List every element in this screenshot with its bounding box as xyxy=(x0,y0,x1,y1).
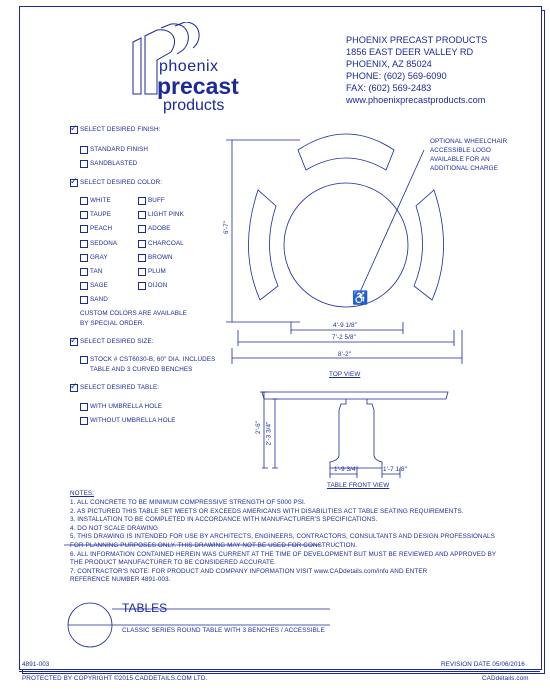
note-line: 5. THIS DRAWING IS INTENDED FOR USE BY ARCHITECTS, ENGINEERS, CONTRACTORS, CONSULTANTS AND DESIGN PROFESSIONALS xyxy=(70,533,495,541)
logo-word-phoenix: phoenix xyxy=(159,58,219,75)
finish-sandblasted-label: SANDBLASTED xyxy=(90,160,138,167)
color-label: SAGE xyxy=(90,282,108,290)
size-line-1: STOCK # CST6030-B, 60" DIA. INCLUDES xyxy=(90,356,216,363)
title-block-title: TABLES xyxy=(122,601,168,615)
color-checkbox[interactable] xyxy=(80,254,88,262)
svg-text:♿: ♿ xyxy=(352,290,369,305)
revision-date: REVISION DATE 05/06/2016 xyxy=(441,661,525,668)
dim-front-height: 2'-6" xyxy=(255,420,263,435)
company-fax: FAX: (602) 569-2483 xyxy=(346,83,432,93)
color-label: SEDONA xyxy=(90,239,118,247)
title-block-subtitle: CLASSIC SERIES ROUND TABLE WITH 3 BENCHES / ACCESSIBLE xyxy=(122,627,325,634)
color-checkbox[interactable] xyxy=(80,296,88,304)
size-header: SELECT DESIRED SIZE: xyxy=(80,338,154,345)
color-label: DIJON xyxy=(148,282,168,290)
color-checkbox[interactable] xyxy=(138,197,146,205)
dim-table-dia: 4'-9 1/8" xyxy=(333,322,357,329)
color-header: SELECT DESIRED COLOR: xyxy=(80,179,163,186)
color-checkbox[interactable] xyxy=(80,211,88,219)
dim-base-1: 1'-9 3/4" xyxy=(334,466,358,473)
callout-line-2: ACCESSIBLE LOGO xyxy=(430,147,491,154)
note-line: 2. AS PICTURED THIS TABLE SET MEETS OR EXCEEDS AMERICANS WITH DISABILITIES ACT TABLE SEATING REQUIREMENTS. xyxy=(70,507,464,515)
color-checkbox[interactable] xyxy=(80,282,88,290)
note-line: 4. DO NOT SCALE DRAWING xyxy=(70,524,159,532)
reference-number: 4891-003 xyxy=(22,661,50,668)
color-label: PLUM xyxy=(148,268,166,275)
company-address-1: 1856 EAST DEER VALLEY RD xyxy=(346,47,474,57)
top-view-label: TOP VIEW xyxy=(329,371,361,378)
checkmark-icon: ✓ xyxy=(70,335,78,345)
color-label: SAND xyxy=(90,296,108,304)
footer-divider xyxy=(19,671,540,672)
checkmark-icon: ✓ xyxy=(70,381,78,391)
copyright-text: PROTECTED BY COPYRIGHT ©2015 CADDETAILS.COM LTD. xyxy=(22,675,208,682)
note-line: REFERENCE NUMBER 4891-003. xyxy=(70,576,171,584)
color-label: PEACH xyxy=(90,225,113,233)
note-line: FOR PLANNING PURPOSES ONLY. THIS DRAWING MAY NOT BE USED FOR CONSTRUCTION. xyxy=(70,542,358,549)
callout-line-1: OPTIONAL WHEELCHAIR xyxy=(430,138,508,145)
size-stock-checkbox[interactable] xyxy=(80,356,88,364)
color-label: GRAY xyxy=(90,253,108,261)
notes-header: NOTES: xyxy=(70,490,95,497)
company-info xyxy=(346,34,487,106)
color-label: LIGHT PINK xyxy=(148,211,184,219)
finish-standard-label: STANDARD FINISH xyxy=(90,146,149,153)
dim-front-seat: 2'-3 3/4" xyxy=(265,421,273,446)
color-checkbox[interactable] xyxy=(138,254,146,262)
front-view-label: TABLE FRONT VIEW xyxy=(327,482,390,489)
color-checkbox[interactable] xyxy=(80,240,88,248)
table-no-umbrella-checkbox[interactable] xyxy=(80,417,88,425)
company-address-2: PHOENIX, AZ 85024 xyxy=(346,59,432,69)
color-checkbox[interactable] xyxy=(138,268,146,276)
color-checkbox[interactable] xyxy=(138,211,146,219)
color-checkbox[interactable] xyxy=(138,225,146,233)
custom-colors-line-1: CUSTOM COLORS ARE AVAILABLE xyxy=(80,310,187,317)
color-label: BUFF xyxy=(148,197,165,204)
color-checkbox[interactable] xyxy=(80,225,88,233)
color-label: BROWN xyxy=(148,253,173,261)
color-label: TAUPE xyxy=(90,211,112,219)
checkmark-icon: ✓ xyxy=(70,176,78,186)
note-line: THE PRODUCT MANUFACTURER TO BE CONSIDERED ACCURATE. xyxy=(70,559,277,567)
finish-sandblasted-checkbox[interactable] xyxy=(80,160,88,168)
color-label: TAN xyxy=(90,268,103,275)
dim-inner-span: 7'-2 5/8" xyxy=(332,334,356,341)
note-line: 6. ALL INFORMATION CONTAINED HEREIN WAS CURRENT AT THE TIME OF DEVELOPMENT BUT MUST BE REVIEWED AND APPROVED BY xyxy=(70,550,497,558)
dim-overall: 8'-2" xyxy=(338,351,352,358)
callout-line-4: ADDITIONAL CHARGE xyxy=(430,165,498,172)
company-logo xyxy=(127,22,245,120)
color-label: ADOBE xyxy=(148,225,171,233)
logo-word-precast: precast xyxy=(157,73,239,99)
caddetails-link[interactable]: CADdetails.com xyxy=(482,675,529,682)
company-name: PHOENIX PRECAST PRODUCTS xyxy=(346,35,488,45)
company-phone: PHONE: (602) 569-6090 xyxy=(346,71,447,81)
finish-standard-checkbox[interactable] xyxy=(80,146,88,154)
color-label: CHARCOAL xyxy=(148,239,184,247)
color-checkbox[interactable] xyxy=(138,240,146,248)
note-line: 7. CONTRACTOR'S NOTE: FOR PRODUCT AND COMPANY INFORMATION VISIT www.CADdetails.com/info AND ENTER xyxy=(70,567,428,575)
callout-line-3: AVAILABLE FOR AN xyxy=(430,156,490,163)
note-line: 3. INSTALLATION TO BE COMPLETED IN ACCORDANCE WITH MANUFACTURER'S SPECIFICATIONS. xyxy=(70,516,378,524)
color-checkbox[interactable] xyxy=(80,197,88,205)
company-website: www.phoenixprecastproducts.com xyxy=(346,95,486,105)
finish-header: SELECT DESIRED FINISH: xyxy=(80,126,161,133)
dim-height-top: 6'-7" xyxy=(223,220,231,235)
size-line-2: TABLE AND 3 CURVED BENCHES xyxy=(90,366,193,373)
custom-colors-line-2: BY SPECIAL ORDER. xyxy=(80,320,145,327)
logo-word-products: products xyxy=(163,97,225,114)
table-umbrella-checkbox[interactable] xyxy=(80,403,88,411)
note-line: 1. ALL CONCRETE TO BE MINIMUM COMPRESSIVE STRENGTH OF 5000 PSI. xyxy=(70,499,306,506)
color-label: WHITE xyxy=(90,197,111,204)
table-umbrella-label: WITH UMBRELLA HOLE xyxy=(90,403,163,410)
table-header: SELECT DESIRED TABLE: xyxy=(80,384,160,391)
table-no-umbrella-label: WITHOUT UMBRELLA HOLE xyxy=(90,417,176,424)
dim-base-2: 1'-7 1/8" xyxy=(383,466,407,473)
color-checkbox[interactable] xyxy=(80,268,88,276)
color-checkbox[interactable] xyxy=(138,282,146,290)
checkmark-icon: ✓ xyxy=(70,123,78,133)
